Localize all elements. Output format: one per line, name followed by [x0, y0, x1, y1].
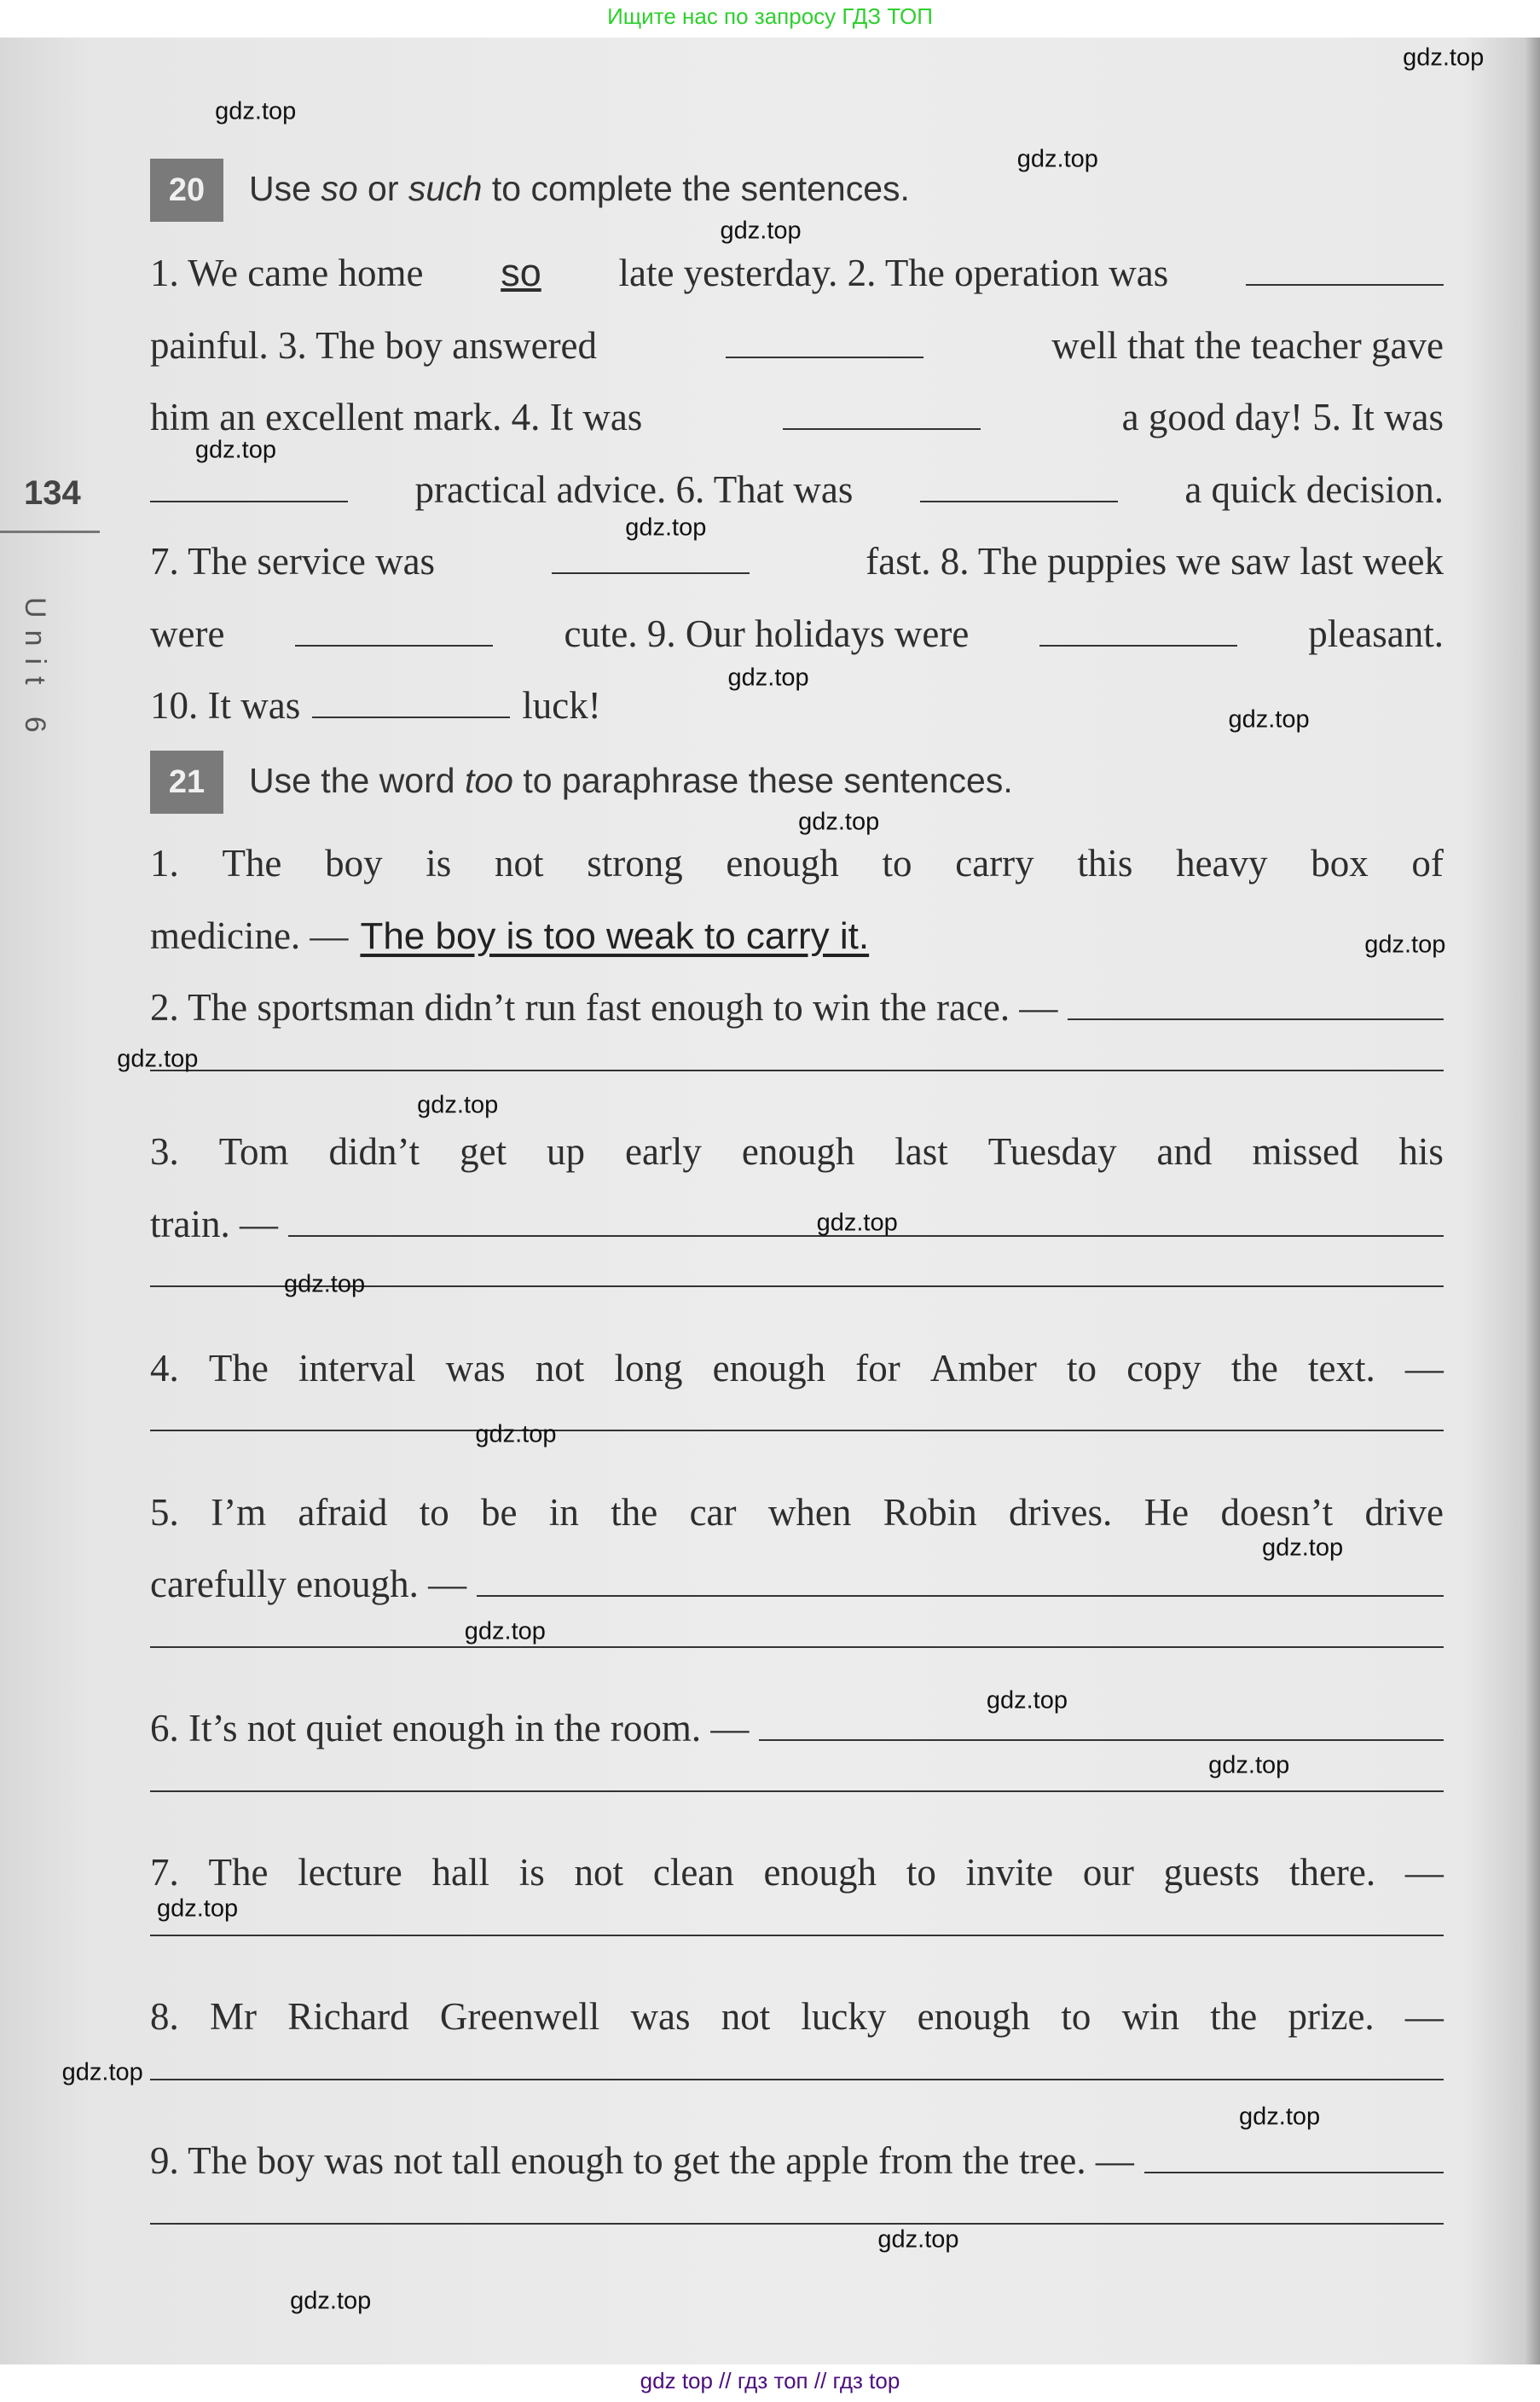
- answer-blank[interactable]: [150, 1044, 1444, 1071]
- sentence-word: is: [518, 1851, 545, 1894]
- text-line: [150, 1548, 1444, 1621]
- sentence-word: not: [535, 1346, 585, 1390]
- sentence-word: lucky: [801, 1995, 887, 2038]
- sentence-text: carefully enough. —: [150, 1563, 467, 1605]
- sentence-word: hall: [431, 1851, 489, 1894]
- sentence-word: 8.: [150, 1995, 179, 2038]
- sentence-text: practical advice. 6. That was: [414, 467, 854, 511]
- sentence-text: medicine. —: [150, 914, 349, 957]
- sentence-text: late yesterday. 2. The operation was: [618, 252, 1169, 294]
- instruction-text: so: [321, 169, 358, 208]
- sentence-word: I’m: [211, 1490, 267, 1534]
- sentence-word: didn’t: [328, 1130, 420, 1173]
- text-line: [150, 2197, 1444, 2270]
- sentence-word: lecture: [298, 1851, 402, 1894]
- sentence-word: The: [208, 1346, 269, 1390]
- sentence-word: our: [1082, 1851, 1134, 1894]
- sentence-text: him an excellent mark. 4. It was: [150, 396, 643, 438]
- sentence-word: The: [208, 1851, 269, 1894]
- watermark: gdz.top: [1403, 44, 1485, 72]
- sentence-word: 5.: [150, 1490, 179, 1534]
- sentence-word: long: [614, 1346, 683, 1390]
- answer-blank[interactable]: [477, 1569, 1444, 1597]
- watermark: gdz.top: [156, 1894, 239, 1923]
- watermark: gdz.top: [816, 1209, 898, 1237]
- text-line: [150, 1621, 1444, 1693]
- sentence-word: —: [1404, 1346, 1444, 1390]
- sentence-word: Robin: [883, 1490, 977, 1534]
- sentence-word: invite: [965, 1851, 1054, 1894]
- sentence-word: the: [1230, 1346, 1278, 1390]
- sentence-text: painful. 3. The boy answered: [150, 323, 598, 367]
- sentence-word: —: [1404, 1995, 1444, 2038]
- sentence-word: box: [1311, 842, 1369, 885]
- sentence-word: to: [882, 842, 912, 885]
- sentence-text: 7. The service was: [150, 540, 436, 583]
- text-line: [150, 1477, 1444, 1549]
- watermark: gdz.top: [798, 808, 880, 836]
- watermark: gdz.top: [417, 1091, 499, 1119]
- answer-blank[interactable]: [150, 1909, 1444, 1936]
- sentence-word: early: [624, 1130, 702, 1173]
- watermark: gdz.top: [1364, 931, 1446, 958]
- sentence-word: enough: [741, 1130, 855, 1173]
- sentence-word: afraid: [298, 1490, 388, 1534]
- unit-label: Unit 6: [19, 597, 51, 745]
- bottom-banner-text[interactable]: gdz top // гдз топ // гдз top: [640, 2368, 900, 2393]
- sentence-text: 9. The boy was not tall enough to get the apple from the tree. —: [150, 2139, 1134, 2182]
- sentence-word: in: [548, 1490, 579, 1534]
- watermark: gdz.top: [625, 513, 707, 542]
- sentence-text: cute. 9. Our holidays were: [564, 612, 970, 655]
- sentence-text: a good day! 5. It was: [1121, 396, 1444, 438]
- sentence-word: 1.: [150, 842, 179, 885]
- top-banner: [0, 0, 1540, 38]
- sentence-word: when: [767, 1490, 852, 1534]
- sentence-word: interval: [298, 1346, 416, 1390]
- sentence-text: train. —: [150, 1202, 278, 1245]
- sentence-word: up: [547, 1130, 586, 1173]
- watermark: gdz.top: [464, 1617, 546, 1645]
- exercise-21-instruction: [249, 761, 1013, 801]
- text-line: [150, 1188, 1444, 1261]
- sentence-word: Mr: [209, 1995, 257, 2038]
- instruction-text: to paraphrase these sentences.: [512, 761, 1013, 800]
- sentence-text: 2. The sportsman didn’t run fast enough to win the race. —: [150, 986, 1058, 1029]
- watermark: gdz.top: [475, 1420, 557, 1448]
- watermark: gdz.top: [61, 2058, 143, 2086]
- sentence-word: not: [494, 842, 544, 885]
- sentence-text: were: [150, 612, 225, 655]
- sentence-word: was: [445, 1346, 506, 1390]
- text-line: [150, 1332, 1444, 1405]
- text-line: [150, 900, 1444, 972]
- sentence-word: there.: [1288, 1851, 1376, 1894]
- answer-blank[interactable]: [150, 1404, 1444, 1431]
- sentence-word: to: [906, 1851, 936, 1894]
- sentence-text: 10. It was: [150, 684, 301, 727]
- answer-blank[interactable]: [726, 331, 923, 358]
- answer-blank[interactable]: [1144, 2146, 1444, 2173]
- text-line: [150, 972, 1444, 1044]
- bottom-banner: [0, 2364, 1540, 2402]
- text-line: [150, 310, 1444, 382]
- sentence-text: well that the teacher gave: [1051, 323, 1444, 367]
- top-banner-text[interactable]: Ищите нас по запросу ГДЗ ТОП: [607, 3, 933, 29]
- watermark: gdz.top: [215, 97, 297, 125]
- sentence-word: He: [1143, 1490, 1190, 1534]
- sentence-word: is: [426, 842, 452, 885]
- sentence-word: the: [1210, 1995, 1258, 2038]
- sentence-word: Tuesday: [987, 1130, 1117, 1173]
- sentence-text: so: [501, 251, 541, 294]
- sentence-word: car: [689, 1490, 737, 1534]
- instruction-text: Use the word: [249, 761, 465, 800]
- sentence-word: copy: [1126, 1346, 1201, 1390]
- text-line: [150, 381, 1444, 454]
- answer-blank[interactable]: [920, 475, 1118, 502]
- sentence-word: carry: [955, 842, 1034, 885]
- sentence-word: missed: [1252, 1130, 1359, 1173]
- sentence-word: 3.: [150, 1130, 179, 1173]
- sentence-text: 1. We came home: [150, 252, 424, 294]
- watermark: gdz.top: [194, 436, 276, 464]
- text-line: [150, 1116, 1444, 1188]
- watermark: gdz.top: [1239, 2103, 1321, 2131]
- sentence-word: 4.: [150, 1346, 179, 1390]
- sentence-word: his: [1398, 1130, 1444, 1173]
- sentence-word: the: [611, 1490, 658, 1534]
- instruction-text: Use: [249, 169, 321, 208]
- sentence-word: text.: [1307, 1346, 1375, 1390]
- sentence-word: Tom: [218, 1130, 289, 1173]
- sentence-text: a quick decision.: [1184, 467, 1444, 511]
- answer-blank[interactable]: [295, 619, 493, 647]
- sentence-word: strong: [587, 842, 683, 885]
- sentence-word: —: [1404, 1851, 1444, 1894]
- sentence-word: prize.: [1288, 1995, 1375, 2038]
- watermark: gdz.top: [1228, 705, 1310, 734]
- sentence-word: not: [574, 1851, 624, 1894]
- sentence-word: Greenwell: [439, 1995, 600, 2038]
- exercise-20-instruction: [249, 169, 910, 209]
- page-number-rule: [0, 531, 100, 533]
- watermark: gdz.top: [877, 2225, 959, 2254]
- sentence-word: boy: [325, 842, 383, 885]
- text-line: [150, 1836, 1444, 1909]
- page-number: 134: [24, 474, 81, 512]
- watermark: gdz.top: [290, 2287, 372, 2315]
- sentence-word: Amber: [929, 1346, 1037, 1390]
- sentence-word: be: [481, 1490, 518, 1534]
- watermark: gdz.top: [720, 217, 802, 245]
- text-line: [150, 237, 1444, 310]
- answer-blank[interactable]: [150, 2053, 1444, 2080]
- watermark: gdz.top: [283, 1270, 366, 1298]
- sentence-word: win: [1121, 1995, 1180, 2038]
- sentence-word: for: [855, 1346, 900, 1390]
- answer-blank[interactable]: [1246, 258, 1444, 286]
- watermark: gdz.top: [727, 664, 809, 692]
- sentence-text: luck!: [522, 684, 601, 727]
- sentence-text: 6. It’s not quiet enough in the room. —: [150, 1707, 750, 1749]
- text-line: [150, 1981, 1444, 2053]
- sentence-word: of: [1411, 842, 1444, 885]
- sentence-word: drive: [1364, 1490, 1444, 1534]
- watermark: gdz.top: [986, 1686, 1068, 1714]
- sentence-word: 7.: [150, 1851, 179, 1894]
- text-line: [150, 827, 1444, 900]
- text-line: [150, 1909, 1444, 1981]
- answer-blank[interactable]: [759, 1714, 1444, 1741]
- answer-blank[interactable]: [150, 2197, 1444, 2225]
- sentence-word: enough: [726, 842, 839, 885]
- sentence-word: enough: [917, 1995, 1031, 2038]
- answer-blank[interactable]: [150, 475, 348, 502]
- instruction-text: to complete the sentences.: [482, 169, 910, 208]
- sentence-word: doesn’t: [1220, 1490, 1334, 1534]
- answer-blank[interactable]: [150, 1621, 1444, 1648]
- sentence-word: last: [894, 1130, 948, 1173]
- exercise-20-number: 20: [150, 159, 223, 222]
- text-line: [150, 1404, 1444, 1477]
- instruction-text: too: [464, 761, 513, 800]
- watermark: gdz.top: [117, 1045, 199, 1073]
- handwritten-answer: The boy is too weak to carry it.: [360, 914, 870, 957]
- sentence-word: clean: [652, 1851, 734, 1894]
- sentence-word: this: [1077, 842, 1133, 885]
- exercise-21-sentences: [150, 827, 1444, 2269]
- sentence-text: pleasant.: [1308, 612, 1444, 655]
- exercise-21-number: 21: [150, 751, 223, 814]
- sentence-word: heavy: [1176, 842, 1268, 885]
- sentence-word: to: [1067, 1346, 1097, 1390]
- answer-blank[interactable]: [552, 547, 750, 574]
- text-line: [150, 598, 1444, 670]
- sentence-word: not: [721, 1995, 771, 2038]
- answer-blank[interactable]: [783, 403, 981, 430]
- sentence-word: Richard: [287, 1995, 409, 2038]
- answer-blank[interactable]: [312, 691, 510, 718]
- sentence-word: get: [460, 1130, 507, 1173]
- sentence-word: to: [1061, 1995, 1091, 2038]
- sentence-word: was: [630, 1995, 691, 2038]
- sentence-word: guests: [1163, 1851, 1260, 1894]
- instruction-text: such: [408, 169, 483, 208]
- text-line: [150, 525, 1444, 598]
- instruction-text: or: [357, 169, 408, 208]
- text-line: [150, 1044, 1444, 1117]
- watermark: gdz.top: [1016, 145, 1098, 173]
- answer-blank[interactable]: [1039, 619, 1237, 647]
- answer-blank[interactable]: [1068, 993, 1444, 1020]
- sentence-word: enough: [712, 1346, 826, 1390]
- sentence-text: fast. 8. The puppies we saw last week: [866, 540, 1444, 583]
- sentence-word: enough: [763, 1851, 877, 1894]
- text-line: [150, 2125, 1444, 2197]
- sentence-word: to: [419, 1490, 449, 1534]
- sentence-word: drives.: [1009, 1490, 1113, 1534]
- watermark: gdz.top: [1261, 1534, 1344, 1562]
- text-line: [150, 454, 1444, 526]
- watermark: gdz.top: [1208, 1751, 1290, 1779]
- sentence-word: The: [222, 842, 282, 885]
- sentence-word: and: [1156, 1130, 1213, 1173]
